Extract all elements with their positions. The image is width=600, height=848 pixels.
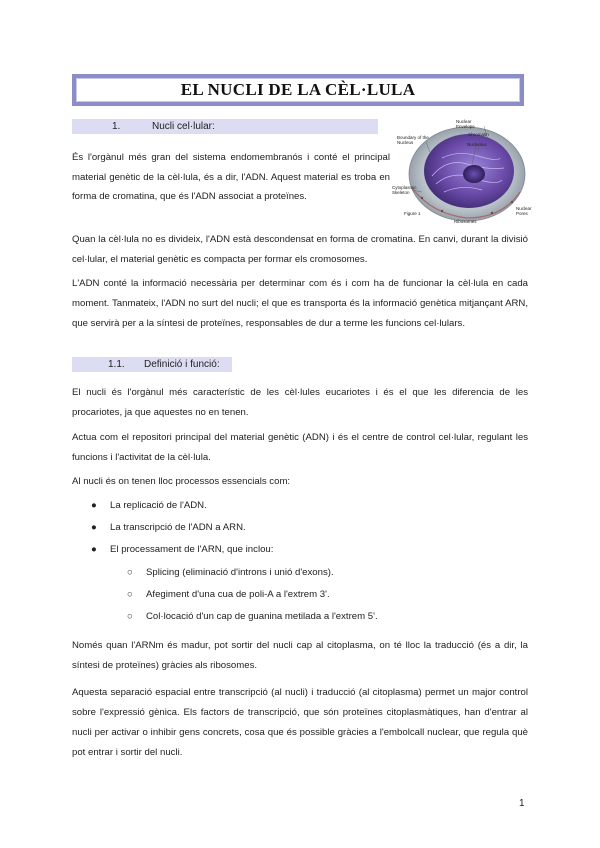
label-chromatin: Chromatin: [468, 132, 489, 137]
list-item: [91, 522, 246, 533]
sub-list-item: [127, 567, 334, 578]
section-number: 1.: [112, 121, 121, 132]
label-nucleolus: Nucleolus: [467, 142, 487, 147]
sub-list-item: [127, 589, 330, 600]
label-boundary: Boundary of the Nucleus: [397, 135, 429, 145]
paragraph-processes-intro: Al nucli és on tenen lloc processos essencials com:: [72, 476, 291, 487]
page-title: EL NUCLI DE LA CÈL·LULA: [180, 80, 416, 99]
list-item-text: Col·locació d'un cap de guanina metilada a l'extrem 5'.: [146, 611, 378, 622]
intro-paragraph: És l'orgànul més gran del sistema endomembranós i conté el principal material genètic de la cèl·lula, és a dir, l'ADN. Aquest material es troba en forma de cromatina, que és l'ADN associat a proteïnes.: [72, 152, 390, 202]
page-number: 1: [519, 798, 525, 809]
list-item: [91, 500, 207, 511]
section-heading-1: [72, 119, 378, 134]
nucleus-figure: [392, 118, 538, 226]
label-nuclear-envelope: Nuclear Envelope: [456, 119, 475, 129]
list-item-text: Afegiment d'una cua de poli-A a l'extrem 3'.: [146, 589, 330, 600]
paragraph-separation: Aquesta separació espacial entre transcripció (al nucli) i traducció (al citoplasma) permet un major control sobre l'expressió gènica. Els factors de transcripció, que són proteïnes citoplasmàtiques, han d'entrar al nucli per activar o inhibir gens concrets, cosa que és possible gràcies a l'embolcall nuclear, que regula què pot entrar i sortir del nucli.: [72, 687, 528, 758]
label-figure: Figure 1: [404, 211, 421, 216]
paragraph-function: Actua com el repositori principal del material genètic (ADN) i és el centre de control cel·lular, regulant les funcions i l'activitat de la cèl·lula.: [72, 432, 528, 463]
section-number: 1.1.: [108, 359, 125, 370]
list-item-text: La transcripció de l'ADN a ARN.: [110, 522, 246, 533]
circle-bullet-icon: ○: [127, 567, 133, 578]
section-heading-1-1: [72, 357, 232, 372]
bullet-icon: ●: [91, 500, 97, 511]
paragraph-definition: El nucli és l'orgànul més característic de les cèl·lules eucariotes i és el que les diferencia de les procariotes, ja que aquestes no en tenen.: [72, 387, 528, 418]
list-item-text: Splicing (eliminació d'introns i unió d'exons).: [146, 567, 334, 578]
sub-list-item: [127, 611, 378, 622]
paragraph-mrna: Només quan l'ARNm és madur, pot sortir del nucli cap al citoplasma, on té lloc la traducció (és a dir, la síntesi de proteïnes) gràcies als ribosomes.: [72, 640, 528, 671]
label-cytoplasmic: Cytoplasmic Skeleton: [392, 185, 417, 195]
label-nuclear-pores: Nuclear Pores: [516, 206, 532, 216]
bullet-icon: ●: [91, 522, 97, 533]
bullet-icon: ●: [91, 544, 97, 555]
section-label: Definició i funció:: [144, 359, 220, 370]
list-item: [91, 544, 274, 555]
paragraph-dna-info: L'ADN conté la informació necessària per determinar com és i com ha de funcionar la cèl·lula en cada moment. Tanmateix, l'ADN no surt del nucli; el que es transporta és la informació genètica mitjançant ARN, que servirà per a la síntesi de proteïnes, responsables de dur a terme les funcions cel·lulars.: [72, 278, 528, 329]
section-label: Nucli cel·lular:: [152, 121, 215, 132]
paragraph-chromatin: Quan la cèl·lula no es divideix, l'ADN està descondensat en forma de cromatina. En canvi, durant la divisió cel·lular, el material genètic es compacta per formar els cromosomes.: [72, 234, 528, 265]
label-ribosomes: Ribosomes: [454, 219, 477, 224]
circle-bullet-icon: ○: [127, 611, 133, 622]
list-item-text: El processament de l'ARN, que inclou:: [110, 544, 274, 555]
title-box: [72, 74, 524, 106]
circle-bullet-icon: ○: [127, 589, 133, 600]
list-item-text: La replicació de l'ADN.: [110, 500, 207, 511]
